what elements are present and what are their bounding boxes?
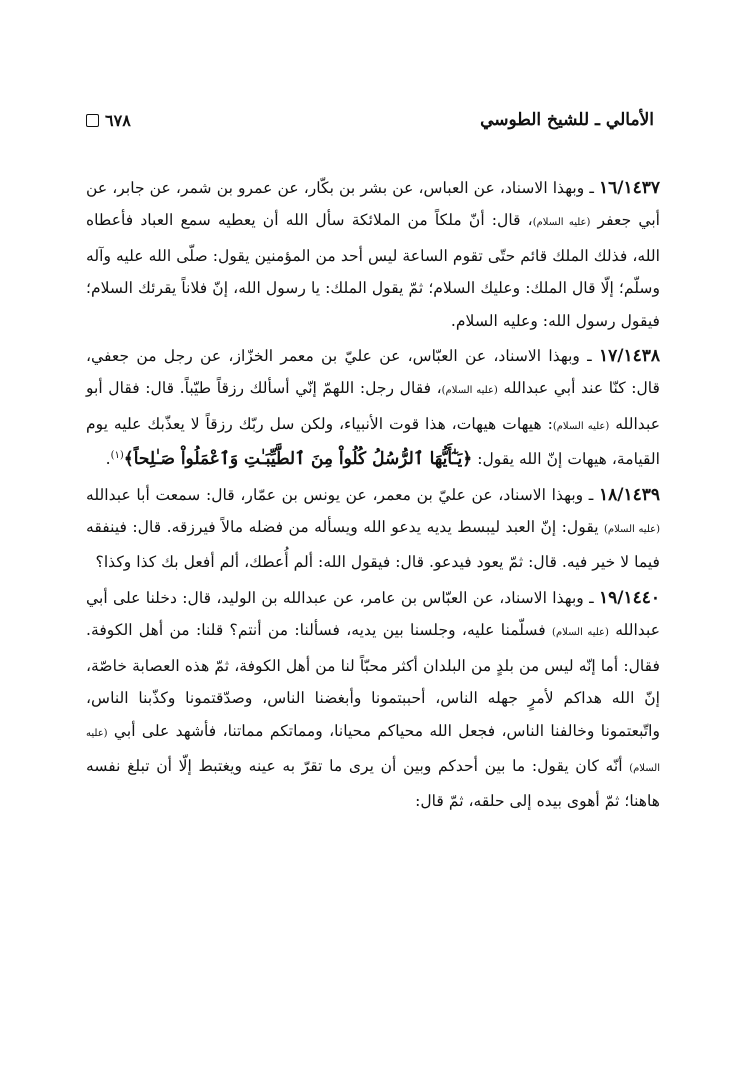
- paragraph-text: : هيهات هيهات، هذا قوت الأنبياء، ولكن سل ربّك رزقاً لا يعذّبك عليه يوم القيامة، هيهات إنّ الله يقول:: [86, 414, 660, 469]
- paragraph-text: أنّه كان يقول: ما بين أحدكم وبين أن يرى ما تقرّ به عينه ويغتبط إلّا أن تبلغ نفسه هاهنا؛ ثمّ أهوى بيده إلى حلقه، ثمّ قال:: [86, 756, 660, 811]
- hadith-paragraph: [86, 340, 660, 476]
- paragraph-text: ـ وبهذا الاسناد، عن عليّ بن معمر، عن يونس بن عمّار، قال: سمعت أبا عبدالله: [86, 485, 599, 504]
- paragraph-text: فسلّمنا عليه، وجلسنا بين يديه، فسألنا: من أنتم؟ قلنا: من أهل الكوفة. فقال: أما إنّه ليس من بلدٍ من البلدان أكثر محبّاً لنا من أهل الكوفة، ثمّ هذه العصابة خاصّة، إنّ الله هداكم لأمرٍ جهله الناس، أحببتمونا وأبغضنا الناس، وصدّقتمونا وكذّبنا الناس، واتّبعتمونا وخالفنا الناس، فجعل الله محياكم محيانا، ومماتكم مماتنا، فأشهد على أبي: [86, 621, 660, 740]
- page-header: [86, 105, 654, 135]
- hadith-number: ١٧/١٤٣٨: [599, 346, 660, 367]
- page-number-block: [86, 111, 131, 130]
- paragraph-text: ـ وبهذا الاسناد، عن العبّاس بن عامر، عن عبدالله بن الوليد، قال: دخلنا على أبي عبدالله: [86, 588, 661, 640]
- paragraph-text: ، قال: أنّ ملكاً من الملائكة سأل الله أن يعطيه سمع العباد فأعطاه الله، فذلك الملك قائم حتّى تقوم الساعة ليس أحد من المؤمنين يقول: صلّى الله عليه وآله وسلّم؛ إلّا قال الملك: وعليك السلام؛ ثمّ يقول الملك: يا رسول الله، إنّ فلاناً يقرئك السلام؛ فيقول رسول الله: وعليه السلام.: [86, 211, 660, 330]
- paragraph-text: ـ وبهذا الاسناد، عن العباس، عن بشر بن بكّار، عن عمرو بن شمر، عن جابر، عن أبي جعفر: [86, 179, 660, 230]
- paragraph-text: يقول: إنّ العبد ليبسط يديه يدعو الله ويسأله من فضله مالاً فيرزقه. قال: فينفقه فيما لا خير فيه. قال: ثمّ يعود فيدعو. قال: فيقول الله: ألم أُعطك، ألم أفعل بك كذا وكذا؟: [86, 518, 660, 572]
- hadith-paragraph: [86, 582, 660, 818]
- honorific: (عليه السلام): [552, 627, 609, 639]
- paragraph-text: ـ وبهذا الاسناد، عن العبّاس، عن عليّ بن معمر الخزّاز، عن رجل من جعفي، قال: كنّا عند أبي عبدالله: [86, 347, 660, 398]
- quran-verse: ﴿يَـٰٓأَيُّهَا ٱلرُّسُلُ كُلُواْ مِنَ ٱلطَّيِّبَـٰتِ وَٱعْمَلُواْ صَـٰلِحاً﴾: [123, 449, 473, 470]
- page-number: ٦٧٨: [105, 110, 131, 130]
- footnote-marker[interactable]: (١): [110, 450, 124, 462]
- honorific: (عليه السلام): [441, 385, 498, 397]
- honorific: (عليه السلام): [532, 217, 591, 229]
- hadith-number: ١٨/١٤٣٩: [599, 484, 660, 505]
- hadith-number: ١٦/١٤٣٧: [599, 178, 660, 198]
- page-body: [86, 172, 660, 821]
- paragraph-text: ، فقال رجل: اللهمّ إنّي أسألك رزقاً طيّباً. قال: فقال أبو عبدالله: [86, 379, 660, 433]
- hadith-number: ١٩/١٤٤٠: [599, 587, 660, 608]
- honorific: (عليه السلام): [603, 524, 660, 536]
- hadith-paragraph: [86, 172, 660, 337]
- honorific: (عليه السلام): [86, 727, 660, 774]
- paragraph-text: .: [105, 450, 111, 469]
- running-title: الأمالي ـ للشيخ الطوسي: [480, 110, 654, 130]
- honorific: (عليه السلام): [552, 420, 610, 432]
- square-marker-icon: [86, 114, 99, 127]
- hadith-paragraph: [86, 479, 660, 579]
